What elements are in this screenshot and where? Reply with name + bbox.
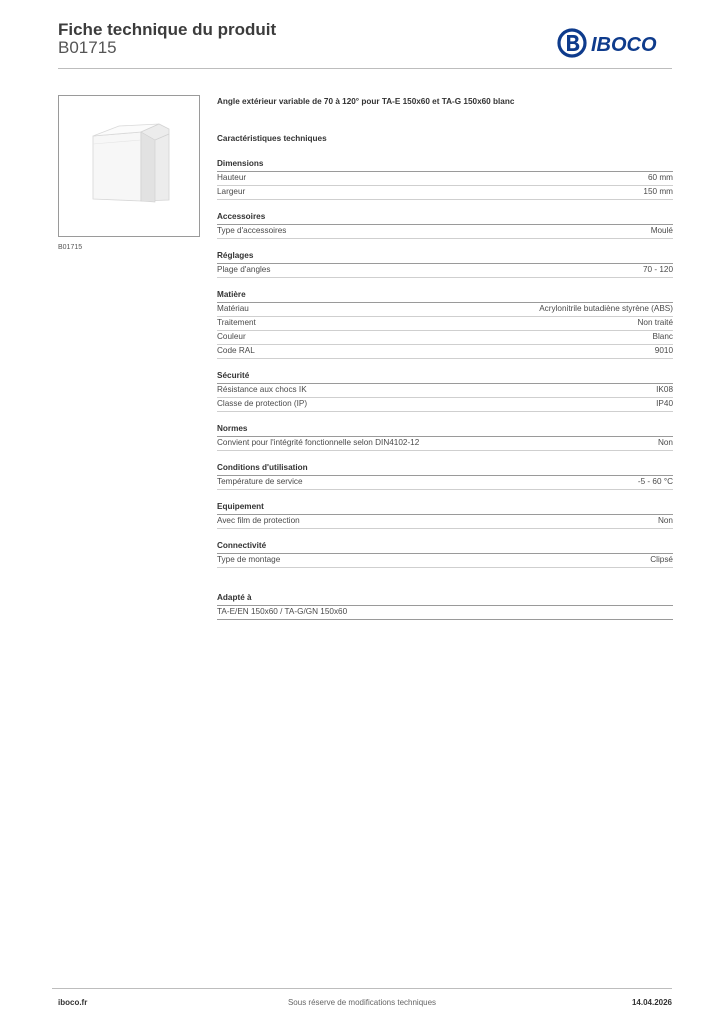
spec-group-title: Connectivité: [217, 540, 673, 554]
spec-label: Type de montage: [217, 555, 281, 564]
product-title: Angle extérieur variable de 70 à 120° pour TA-E 150x60 et TA-G 150x60 blanc: [217, 97, 515, 106]
spec-group-title: Réglages: [217, 250, 673, 264]
spec-group-title: Accessoires: [217, 211, 673, 225]
spec-value: IK08: [656, 385, 673, 394]
page-title: Fiche technique du produit: [58, 20, 277, 39]
spec-label: Type d'accessoires: [217, 226, 287, 235]
footer-notice: Sous réserve de modifications techniques: [287, 998, 437, 1007]
spec-group-title: Equipement: [217, 501, 673, 515]
spec-label: Avec film de protection: [217, 516, 300, 525]
spec-value: IP40: [656, 399, 673, 408]
spec-row: [217, 172, 673, 186]
spec-group-title: Matière: [217, 289, 673, 303]
spec-row: [217, 186, 673, 200]
spec-value: 60 mm: [647, 173, 673, 182]
spec-group: [217, 501, 673, 529]
spec-group-title: Conditions d'utilisation: [217, 462, 673, 476]
spec-group: [217, 250, 673, 278]
spec-group: [217, 158, 673, 200]
spec-content: [217, 96, 673, 620]
image-caption: B01715: [58, 244, 83, 251]
spec-value: 150 mm: [643, 187, 673, 196]
svg-text:IBOCO: IBOCO: [591, 34, 657, 56]
spec-row: [217, 437, 673, 451]
spec-group-title: Normes: [217, 423, 673, 437]
adapted-value: TA-E/EN 150x60 / TA-G/GN 150x60: [217, 606, 673, 620]
spec-value: Moulé: [650, 226, 673, 235]
spec-group: [217, 540, 673, 568]
spec-row: [217, 515, 673, 529]
spec-value: Clipsé: [650, 555, 673, 564]
footer-website[interactable]: iboco.fr: [58, 998, 88, 1007]
spec-group: [217, 462, 673, 490]
spec-row: [217, 476, 673, 490]
spec-value: Non: [657, 516, 673, 525]
spec-value: Non: [657, 438, 673, 447]
section-heading: Caractéristiques techniques: [217, 134, 327, 143]
spec-row: [217, 264, 673, 278]
spec-row: [217, 317, 673, 331]
footer-divider: [52, 988, 672, 989]
product-code: B01715: [58, 38, 117, 57]
spec-group: [217, 289, 673, 359]
spec-group: [217, 423, 673, 451]
adapted-section: [217, 592, 673, 620]
header-divider: [58, 68, 672, 69]
spec-row: [217, 303, 673, 317]
spec-value: 9010: [654, 346, 673, 355]
spec-label: Largeur: [217, 187, 246, 196]
spec-label: Couleur: [217, 332, 246, 341]
spec-value: Acrylonitrile butadiène styrène (ABS): [539, 304, 673, 313]
spec-value: Non traité: [637, 318, 673, 327]
product-image: [58, 95, 200, 237]
spec-label: Hauteur: [217, 173, 247, 182]
spec-row: [217, 398, 673, 412]
spec-label: Plage d'angles: [217, 265, 271, 274]
spec-group: [217, 370, 673, 412]
spec-group: [217, 211, 673, 239]
spec-row: [217, 225, 673, 239]
adapted-title: Adapté à: [217, 592, 673, 606]
brand-logo: [557, 28, 675, 58]
spec-group-title: Dimensions: [217, 158, 673, 172]
spec-label: Résistance aux chocs IK: [217, 385, 307, 394]
spec-row: [217, 331, 673, 345]
spec-value: -5 - 60 °C: [637, 477, 673, 486]
spec-row: [217, 345, 673, 359]
spec-label: Classe de protection (IP): [217, 399, 308, 408]
spec-label: Traitement: [217, 318, 256, 327]
spec-label: Température de service: [217, 477, 303, 486]
spec-label: Convient pour l'intégrité fonctionnelle selon DIN4102-12: [217, 438, 420, 447]
spec-row: [217, 384, 673, 398]
spec-label: Code RAL: [217, 346, 255, 355]
spec-label: Matériau: [217, 304, 249, 313]
footer-date: 14.04.2026: [631, 998, 672, 1007]
spec-value: 70 - 120: [642, 265, 673, 274]
spec-group-title: Sécurité: [217, 370, 673, 384]
spec-groups: [217, 158, 673, 568]
spec-row: [217, 554, 673, 568]
spec-value: Blanc: [652, 332, 673, 341]
